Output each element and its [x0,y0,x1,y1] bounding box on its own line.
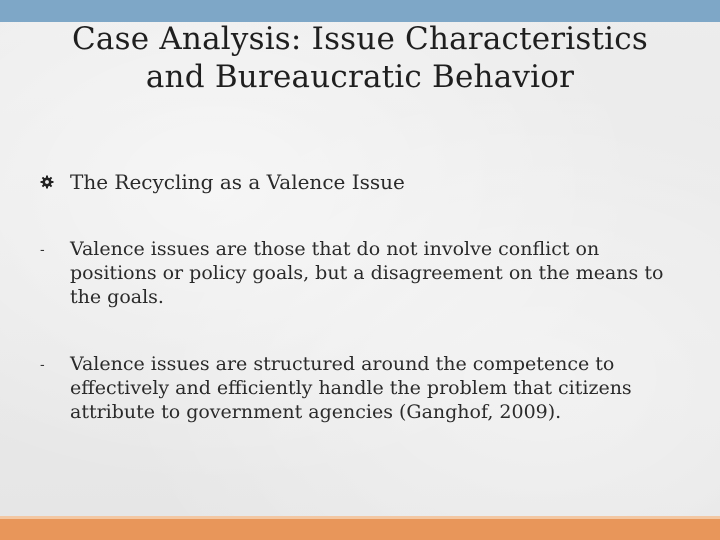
bottom-accent-bar [0,519,720,540]
bullet-text: Valence issues are those that do not involve conflict on positions or policy goals, but a disagreement on the means to the goals. [70,238,664,308]
gear-icon [40,175,54,189]
heading-bullet [40,170,680,196]
list-item [40,237,680,309]
top-accent-bar [0,0,720,22]
title-line-1: Case Analysis: Issue Characteristics [72,21,648,57]
dash-marker: - [40,241,45,257]
bullet-marker [40,170,70,196]
section-heading: The Recycling as a Valence Issue [70,170,405,194]
list-item [40,352,680,424]
slide-title [20,20,700,96]
bullet-text: Valence issues are structured around the competence to effectively and efficiently handle the problem that citizens attribute to government agencies (Ganghof, 2009). [70,353,632,423]
title-line-2: and Bureaucratic Behavior [145,59,575,95]
dash-marker: - [40,356,45,372]
